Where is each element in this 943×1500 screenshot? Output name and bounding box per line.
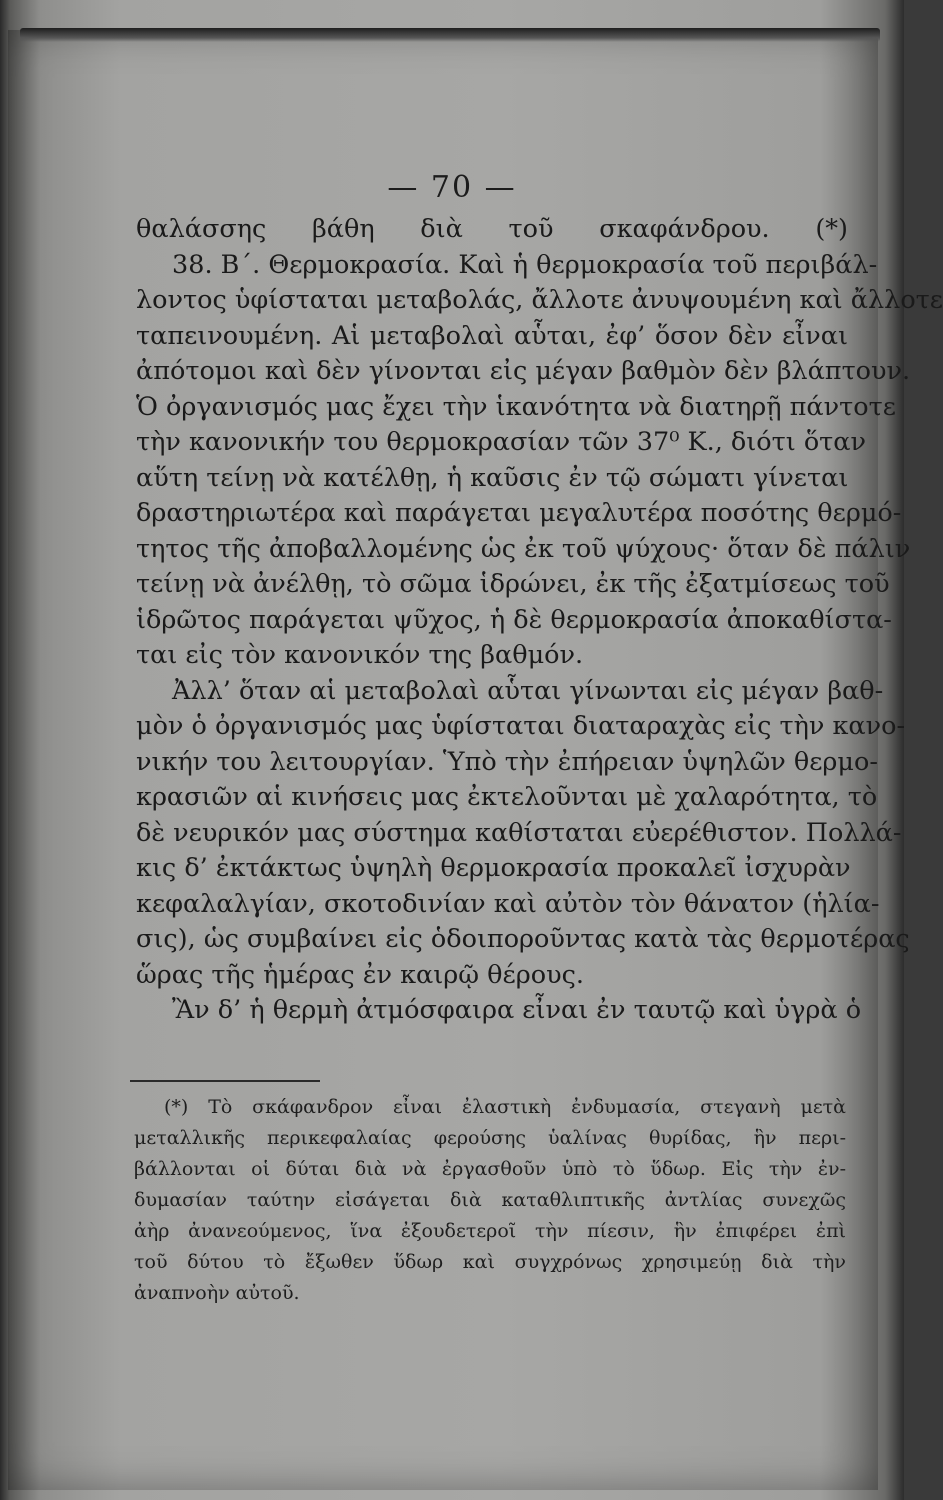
body-line: αὕτη τείνῃ νὰ κατέλθῃ, ἡ καῦσις ἐν τῷ σώματι γίνεται [136, 462, 849, 493]
body-line: νικήν του λειτουργίαν. Ὑπὸ τὴν ἐπήρειαν ὑψηλῶν θερμο- [136, 746, 878, 777]
body-line: κεφαλαλγίαν, σκοτοδινίαν καὶ αὐτὸν τὸν θάνατον (ἡλία- [136, 888, 880, 919]
body-line: ἱδρῶτος παράγεται ψῦχος, ἡ δὲ θερμοκρασία ἀποκαθίστα- [136, 604, 892, 635]
body-line: Ὁ ὀργανισμός μας ἔχει τὴν ἱκανότητα νὰ διατηρῇ πάντοτε [136, 391, 896, 422]
body-line: δραστηριωτέρα καὶ παράγεται μεγαλυτέρα ποσότης θερμό- [136, 498, 902, 528]
body-line: σις), ὡς συμβαίνει εἰς ὁδοιποροῦντας κατὰ τὰς θερμοτέρας [136, 924, 910, 954]
body-line: τείνῃ νὰ ἀνέλθῃ, τὸ σῶμα ἱδρώνει, ἐκ τῆς ἐξατμίσεως τοῦ [136, 569, 890, 599]
footnote-line: ἀὴρ ἀνανεούμενος, ἵνα ἐξουδετεροῖ τὴν πίεσιν, ἣν ἐπιφέρει ἐπὶ [134, 1220, 846, 1242]
body-line: ται εἰς τὸν κανονικόν της βαθμόν. [136, 640, 584, 670]
body-line: κρασιῶν αἱ κινήσεις μας ἐκτελοῦνται μὲ χαλαρότητα, τὸ [136, 782, 878, 812]
body-line: θαλάσσης βάθη διὰ τοῦ σκαφάνδρου. (*) [136, 214, 848, 244]
body-line: Ἀλλ’ ὅταν αἱ μεταβολαὶ αὗται γίνωνται εἰς μέγαν βαθ- [172, 675, 884, 706]
body-line: κις δ’ ἐκτάκτως ὑψηλὴ θερμοκρασία προκαλεῖ ἰσχυρὰν [136, 853, 851, 883]
footnote-line: τοῦ δύτου τὸ ἔξωθεν ὕδωρ καὶ συγχρόνως χρησιμεύῃ διὰ τὴν [134, 1251, 846, 1273]
body-line: ταπεινουμένη. Αἱ μεταβολαὶ αὗται, ἐφ’ ὅσον δὲν εἶναι [136, 320, 848, 351]
page-number: — 70 — [387, 170, 517, 205]
footnote-line: (*) Τὸ σκάφανδρον εἶναι ἐλαστικὴ ἐνδυμασία, στεγανὴ μετὰ [164, 1096, 846, 1118]
body-line: δὲ νευρικόν μας σύστημα καθίσταται εὐερέθιστον. Πολλά- [136, 817, 902, 848]
footnote-line: δυμασίαν ταύτην εἰσάγεται διὰ καταθλιπτικῆς ἀντλίας συνεχῶς [134, 1189, 846, 1211]
footnote-line: βάλλονται οἱ δύται διὰ νὰ ἐργασθοῦν ὑπὸ τὸ ὕδωρ. Εἰς τὴν ἐν- [134, 1158, 846, 1180]
body-line: ὥρας τῆς ἡμέρας ἐν καιρῷ θέρους. [136, 959, 584, 990]
body-line: μὸν ὁ ὀργανισμός μας ὑφίσταται διαταραχὰς εἰς τὴν κανο- [136, 711, 906, 741]
footnote-line: ἀναπνοὴν αὐτοῦ. [134, 1282, 300, 1304]
body-line: λοντος ὑφίσταται μεταβολάς, ἄλλοτε ἀνυψουμένη καὶ ἄλλοτε [136, 285, 943, 315]
binding-edge [20, 28, 880, 42]
section-heading-line: 38. Β΄. Θερμοκρασία. Καὶ ἡ θερμοκρασία τοῦ περιβάλ- [172, 249, 878, 280]
body-line: τὴν κανονικήν του θερμοκρασίαν τῶν 37⁰ Κ., διότι ὅταν [136, 427, 866, 457]
footnote-line: μεταλλικῆς περικεφαλαίας φερούσης ὑαλίνας θυρίδας, ἣν περι- [134, 1127, 846, 1149]
body-line: Ἂν δ’ ἡ θερμὴ ἀτμόσφαιρα εἶναι ἐν ταυτῷ καὶ ὑγρὰ ὁ [172, 995, 862, 1025]
footnote-divider [130, 1080, 320, 1082]
body-line: ἀπότομοι καὶ δὲν γίνονται εἰς μέγαν βαθμὸν δὲν βλάπτουν. [136, 356, 911, 386]
footnote [134, 1092, 846, 1309]
body-line: τητος τῆς ἀποβαλλομένης ὡς ἐκ τοῦ ψύχους· ὅταν δὲ πάλιν [136, 533, 911, 564]
body-text [136, 212, 943, 1029]
